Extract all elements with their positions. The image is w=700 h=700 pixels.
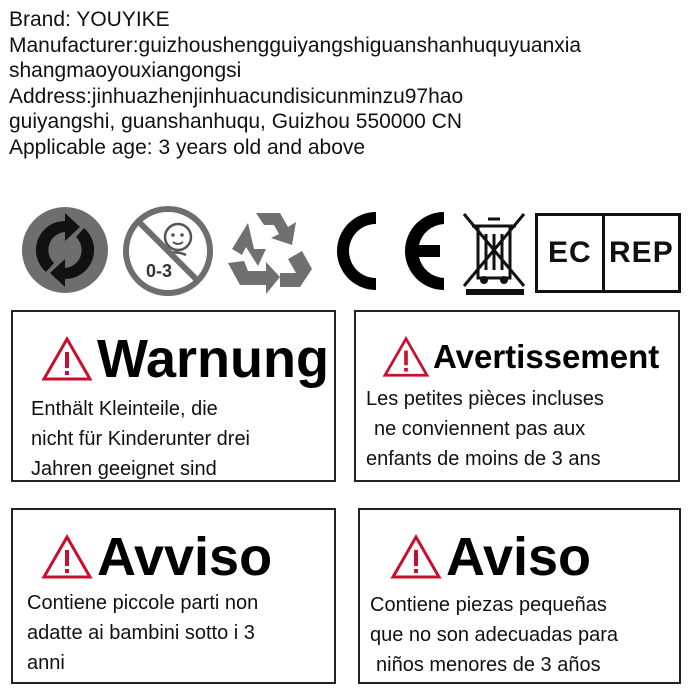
- warning-body-spanish: [370, 590, 618, 680]
- warning-line: Contiene piezas pequeñas: [370, 594, 607, 616]
- warning-line: Jahren geeignet sind: [31, 458, 217, 480]
- warning-body-french: [366, 384, 604, 474]
- ec-rep-right: REP: [609, 236, 674, 269]
- warning-triangle-icon: [41, 534, 93, 580]
- age-line: Applicable age: 3 years old and above: [9, 135, 366, 159]
- manufacturer-line-2: shangmaoyouxiangongsi: [9, 59, 242, 82]
- warning-line: Les petites pièces incluses: [366, 388, 604, 410]
- address-line-1: Address:jinhuazhenjinhuacundisicunminzu97hao: [9, 84, 464, 108]
- ce-mark-icon: [328, 206, 452, 296]
- warning-triangle-icon: [390, 534, 442, 580]
- warning-line: Enthält Kleinteile, die: [31, 398, 218, 420]
- warning-line: nicht für Kinderunter drei: [31, 428, 251, 450]
- ec-rep-mark: [535, 213, 681, 293]
- warning-body-italian: [27, 588, 258, 678]
- warning-triangle-icon: [41, 336, 93, 382]
- compliance-symbols: [0, 200, 700, 300]
- weee-bin-icon: [460, 210, 530, 296]
- warning-box-italian: [11, 508, 336, 684]
- warning-body-german: [31, 394, 250, 484]
- warning-line: adatte ai bambini sotto i 3: [27, 622, 255, 644]
- age-warning-icon: [122, 205, 214, 297]
- warning-line: ne conviennent pas aux: [374, 418, 586, 440]
- warning-line: niños menores de 3 años: [376, 654, 601, 676]
- manufacturer-line-1: Manufacturer:guizhoushengguiyangshiguanshanhuquyuanxia: [9, 33, 582, 57]
- warning-title-text: Avviso: [97, 527, 273, 587]
- warning-title-italian: [41, 526, 272, 588]
- warning-title-french: [382, 336, 659, 378]
- age-label: 0-3: [146, 261, 173, 281]
- warning-line: Contiene piccole parti non: [27, 592, 259, 614]
- warning-title-german: [41, 328, 329, 390]
- brand-line: Brand: YOUYIKE: [9, 8, 170, 31]
- address-line-2: guiyangshi, guanshanhuqu, Guizhou 550000 CN: [9, 110, 463, 133]
- warning-line: anni: [27, 652, 65, 674]
- warning-title-text: Warnung: [97, 329, 329, 389]
- green-dot-icon: [20, 205, 110, 295]
- warning-box-spanish: [358, 508, 681, 684]
- product-info: [9, 7, 581, 160]
- ec-rep-left: EC: [538, 216, 605, 290]
- warning-line: enfants de moins de 3 ans: [366, 448, 601, 470]
- warning-title-spanish: [390, 526, 591, 588]
- warning-line: que no son adecuadas para: [370, 624, 618, 646]
- recycle-icon: [222, 205, 318, 295]
- warning-title-text: Aviso: [446, 527, 592, 587]
- warning-title-text: Avertissement: [433, 338, 660, 375]
- warning-box-french: [354, 310, 680, 482]
- warning-triangle-icon: [382, 336, 430, 378]
- warning-box-german: [11, 310, 336, 482]
